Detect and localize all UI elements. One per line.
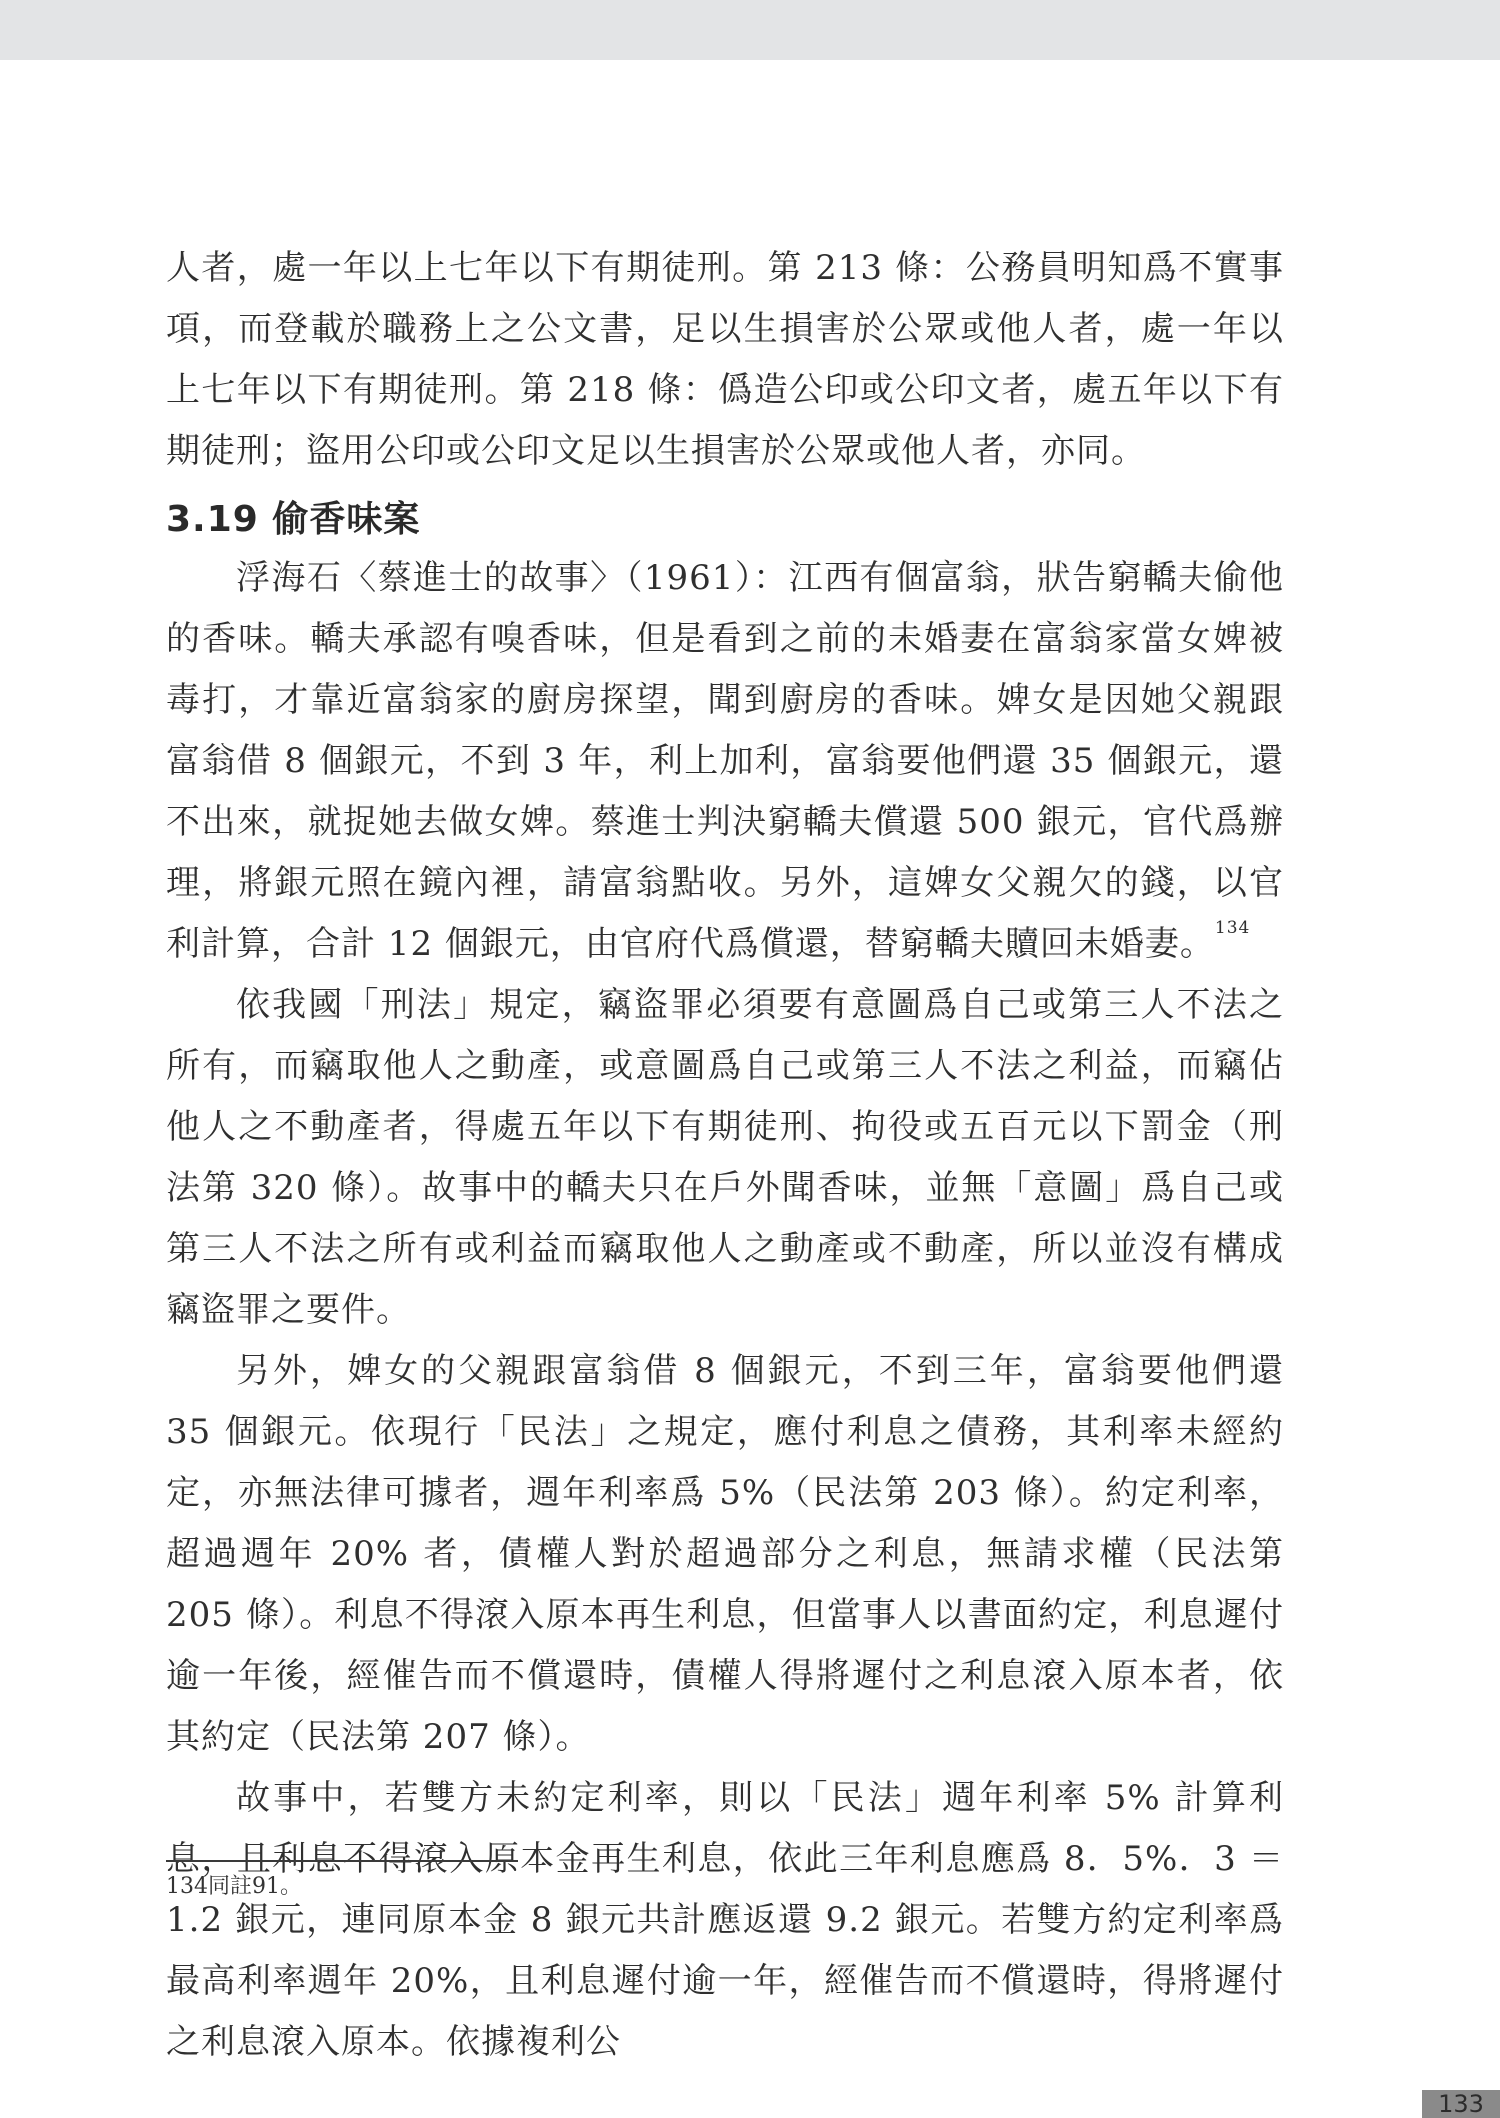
footnote-divider xyxy=(166,1860,518,1862)
footnote: 134同註91。 xyxy=(166,1874,302,1899)
section-heading: 3.19 偷香味案 xyxy=(166,499,421,540)
paragraph-criminal-law: 依我國「刑法」規定，竊盜罪必須要有意圖爲自己或第三人不法之所有，而竊取他人之動產，或意圖爲自己或第三人不法之利益，而竊佔他人之不動產者，得處五年以下有期徒刑、拘役或五百元以下罰金（刑法第 320 條）。故事中的轎夫只在戶外聞香味，並無「意圖」爲自己或第三人不法之所有或利益而竊取他人之動產或不動產，所以並沒有構成竊盜罪之要件。 xyxy=(166,985,1284,1330)
paragraph-story xyxy=(166,548,1284,975)
page-number: 133 xyxy=(1422,2090,1500,2118)
main-text xyxy=(166,238,1284,2073)
paragraph-civil-law: 另外，婢女的父親跟富翁借 8 個銀元，不到三年，富翁要他們還 35 個銀元。依現行「民法」之規定，應付利息之債務，其利率未經約定，亦無法律可據者，週年利率爲 5%（民法第 203 條）。約定利率，超過週年 20% 者，債權人對於超過部分之利息，無請求權（民法第 205 條）。利息不得滾入原本再生利息，但當事人以書面約定，利息遲付逾一年後，經催告而不償還時，債權人得將遲付之利息滾入原本者，依其約定（民法第 207 條）。 xyxy=(166,1351,1284,1757)
paragraph-continued: 人者，處一年以上七年以下有期徒刑。第 213 條：公務員明知爲不實事項，而登載於職務上之公文書，足以生損害於公眾或他人者，處一年以上七年以下有期徒刑。第 218 條：僞造公印或公印文者，處五年以下有期徒刑；盜用公印或公印文足以生損害於公眾或他人者，亦同。 xyxy=(166,248,1284,471)
scan-margin xyxy=(0,0,1500,60)
footnote-reference[interactable]: 134 xyxy=(1214,918,1251,938)
paragraph-story-text: 浮海石〈蔡進士的故事〉（1961）：江西有個富翁，狀告窮轎夫偷他的香味。轎夫承認有嗅香味，但是看到之前的未婚妻在富翁家當女婢被毒打，才靠近富翁家的廚房探望，聞到廚房的香味。婢女是因她父親跟富翁借 8 個銀元，不到 3 年，利上加利，富翁要他們還 35 個銀元，還不出來，就捉她去做女婢。蔡進士判決窮轎夫償還 500 銀元，官代爲辦理，將銀元照在鏡內裡，請富翁點收。另外，這婢女父親欠的錢，以官利計算，合計 12 個銀元，由官府代爲償還，替窮轎夫贖回未婚妻。 xyxy=(166,558,1284,964)
paragraph-interest-calc: 故事中，若雙方未約定利率，則以「民法」週年利率 5% 計算利息，且利息不得滾入原本金再生利息，依此三年利息應爲 8．5%．3 ＝ 1.2 銀元，連同原本金 8 銀元共計應返還 9.2 銀元。若雙方約定利率爲最高利率週年 20%，且利息遲付逾一年，經催告而不償還時，得將遲付之利息滾入原本。依據複利公 xyxy=(166,1778,1284,2062)
